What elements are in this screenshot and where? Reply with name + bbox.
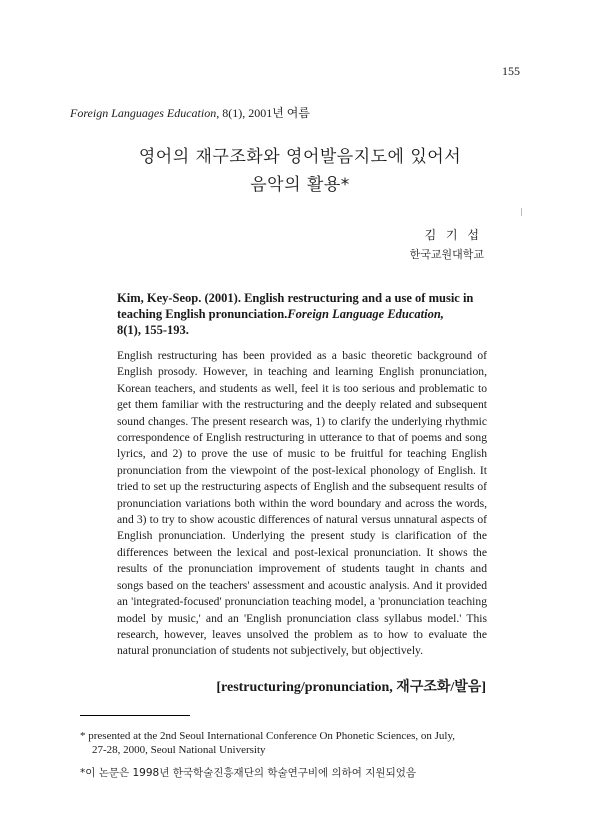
margin-mark [521,208,522,216]
author-affiliation: 한국교원대학교 [409,248,484,261]
keywords: [restructuring/pronunciation, 재구조화/발음] [216,680,486,695]
citation-journal: Foreign Language Education, [287,307,444,321]
abstract: English restructuring has been provided as a basic theoretic background of English prosody. However, in teaching and learning English pronunciation, Korean teachers, and students as well, feel it is too serious and problematic to get them familiar with the restructuring and the deeply related and subsequent sound changes. The present research was, 1) to clarify the underlying rhythmic correspondence of English restructuring in utterance to that of poems and song lyrics, and 2) to prove the use of music to be fruitful for teaching English pronunciation from the viewpoint of the post-lexical phonology of English. It tried to set up the restructuring aspects of English and the subsequent results of pronunciation variations both within the word boundary and across the words, and 3) to try to show acoustic differences of natural versus unnatural aspects of English pronunciation. Underlying the present study is clarification of the differences between the lexical and post-lexical pronunciation. It shows the results of the pronunciation improvement of students taught in chants and songs based on the teachers' assessment and acoustic analysis. And it provided an 'integrated-focused' pronunciation teaching model, a 'pronunciation teaching model by music,' and an 'English pronunciation class syllabus model.' This research, however, leaves unsolved the problem as to how to evaluate the natural pronunciation of students not subjectively, but objectively. [117,349,487,658]
citation [117,290,487,338]
journal-issue: 8(1), 2001년 여름 [219,106,310,120]
footnote-presented-line2: 27-28, 2000, Seoul National University [92,744,266,756]
author-name: 김 기 섭 [424,228,482,242]
journal-header [70,104,310,121]
footnote-presented-line1: * presented at the 2nd Seoul International Conference On Phonetic Sciences, on July, [80,730,456,742]
paper-title-line2: 음악의 활용* [250,175,350,195]
footnote-rule [80,715,190,716]
footnote-presented [80,729,520,757]
paper-title-line1: 영어의 재구조화와 영어발음지도에 있어서 [138,147,462,167]
page-number: 155 [502,64,520,78]
journal-name: Foreign Languages Education, [70,106,220,120]
citation-issue: 8(1), 155-193. [117,323,189,337]
citation-text: Kim, Key-Seop. (2001). English restructuring and a use of music in teaching English pronunciation. [117,291,474,321]
footnote-funding: *이 논문은 1998년 한국학술진흥재단의 학술연구비에 의하여 지원되었음 [80,767,417,779]
